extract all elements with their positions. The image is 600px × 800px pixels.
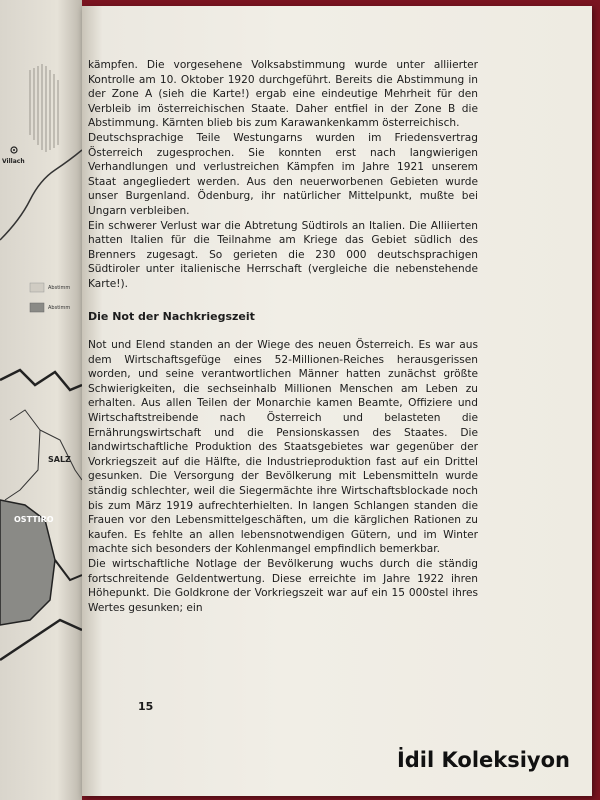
paragraph: Ein schwerer Verlust war die Abtretung Südtirols an Italien. Die Alliierten hatten Italien für die Teilnahme am Kriege das Gebiet südlich des Brenners zugesagt. So gerieten die 230 000 deutschsprachigen Südtiroler unter italienische Herrschaft (vergleiche die nebenstehende Karte!).: [88, 219, 478, 290]
legend-label-2: Abstimm: [48, 305, 71, 311]
paragraph: kämpfen. Die vorgesehene Volksabstimmung wurde unter alliierter Kontrolle am 10. Oktober 1920 durchgeführt. Bereits die Abstimmung in der Zone A (sieh die Karte!) ergab eine eindeutige Mehrheit für den Verbleib im österreichischen Staate. Daher entfiel in der Zone B die Abstimmung. Kärnten blieb bis zum Karawankenkamm österreichisch.: [88, 59, 478, 130]
map-label-osttirol: OSTTIRO: [14, 515, 54, 524]
paragraph: Die wirtschaftliche Notlage der Bevölkerung wuchs durch die ständig fortschreitende Geldentwertung. Diese erreichte im Jahre 1922 ihren Höhepunkt. Die Goldkrone der Vorkriegszeit war auf ein 15 000stel ihres Wertes gesunken; ein: [88, 558, 478, 614]
map-label-villach: Villach: [2, 158, 25, 165]
map-border-main: [0, 370, 82, 390]
legend-swatch-1: [30, 283, 44, 292]
facing-page-map: [0, 0, 82, 800]
section-heading: Die Not der Nachkriegszeit: [88, 309, 255, 323]
map-label-salzburg: SALZ: [48, 455, 71, 464]
map-hatched-region: [30, 64, 58, 152]
paragraph: Not und Elend standen an der Wiege des neuen Österreich. Es war aus dem Wirtschaftsgefüge eines 52-Millionen-Reiches herausgerissen worden, und seine verantwortlichen Männer hatten zunächst größte Schwierigkeiten, die sechseinhalb Millionen Menschen am Leben zu erhalten. Aus allen Teilen der Monarchie kamen Beamte, Offiziere und Wirtschaftstreibende nach Österreich und belasteten die Ernährungswirtschaft und die Pensionskassen des Staates. Die landwirtschaftliche Produktion des Staatsgebietes war gegenüber der Vorkriegszeit auf die Hälfte, die Industrieproduktion fast auf ein Drittel gesunken. Die Versorgung der Bevölkerung mit Lebensmitteln wurde ständig schlechter, weil die Siegermächte ihre Wirtschaftsblockade noch bis zum März 1919 aufrechterhielten. In langen Schlangen standen die Frauen vor den Lebensmittelgeschäften, um die kärglichen Rationen zu kaufen. Es fehlte an allen lebensnotwendigen Gütern, und im Winter machte sich besonders der Kohlenmangel empfindlich bemerkbar.: [88, 339, 478, 556]
watermark: İdil Koleksiyon: [396, 748, 570, 772]
page-text: [88, 58, 478, 615]
legend-label-1: Abstimm: [48, 285, 71, 291]
page-number: 15: [138, 700, 154, 713]
map-illustration: [0, 0, 82, 800]
paragraph: Deutschsprachige Teile Westungarns wurden im Friedensvertrag Österreich zugesprochen. Sie konnten erst nach langwierigen Verhandlungen und verlustreichen Kämpfen im Jahre 1921 unserem Staat angegliedert werden. Aus den neuerworbenen Gebieten wurde unser Burgenland. Ödenburg, ihr natürlicher Mittelpunkt, mußte bei Ungarn verbleiben.: [88, 131, 478, 217]
legend-swatch-2: [30, 303, 44, 312]
